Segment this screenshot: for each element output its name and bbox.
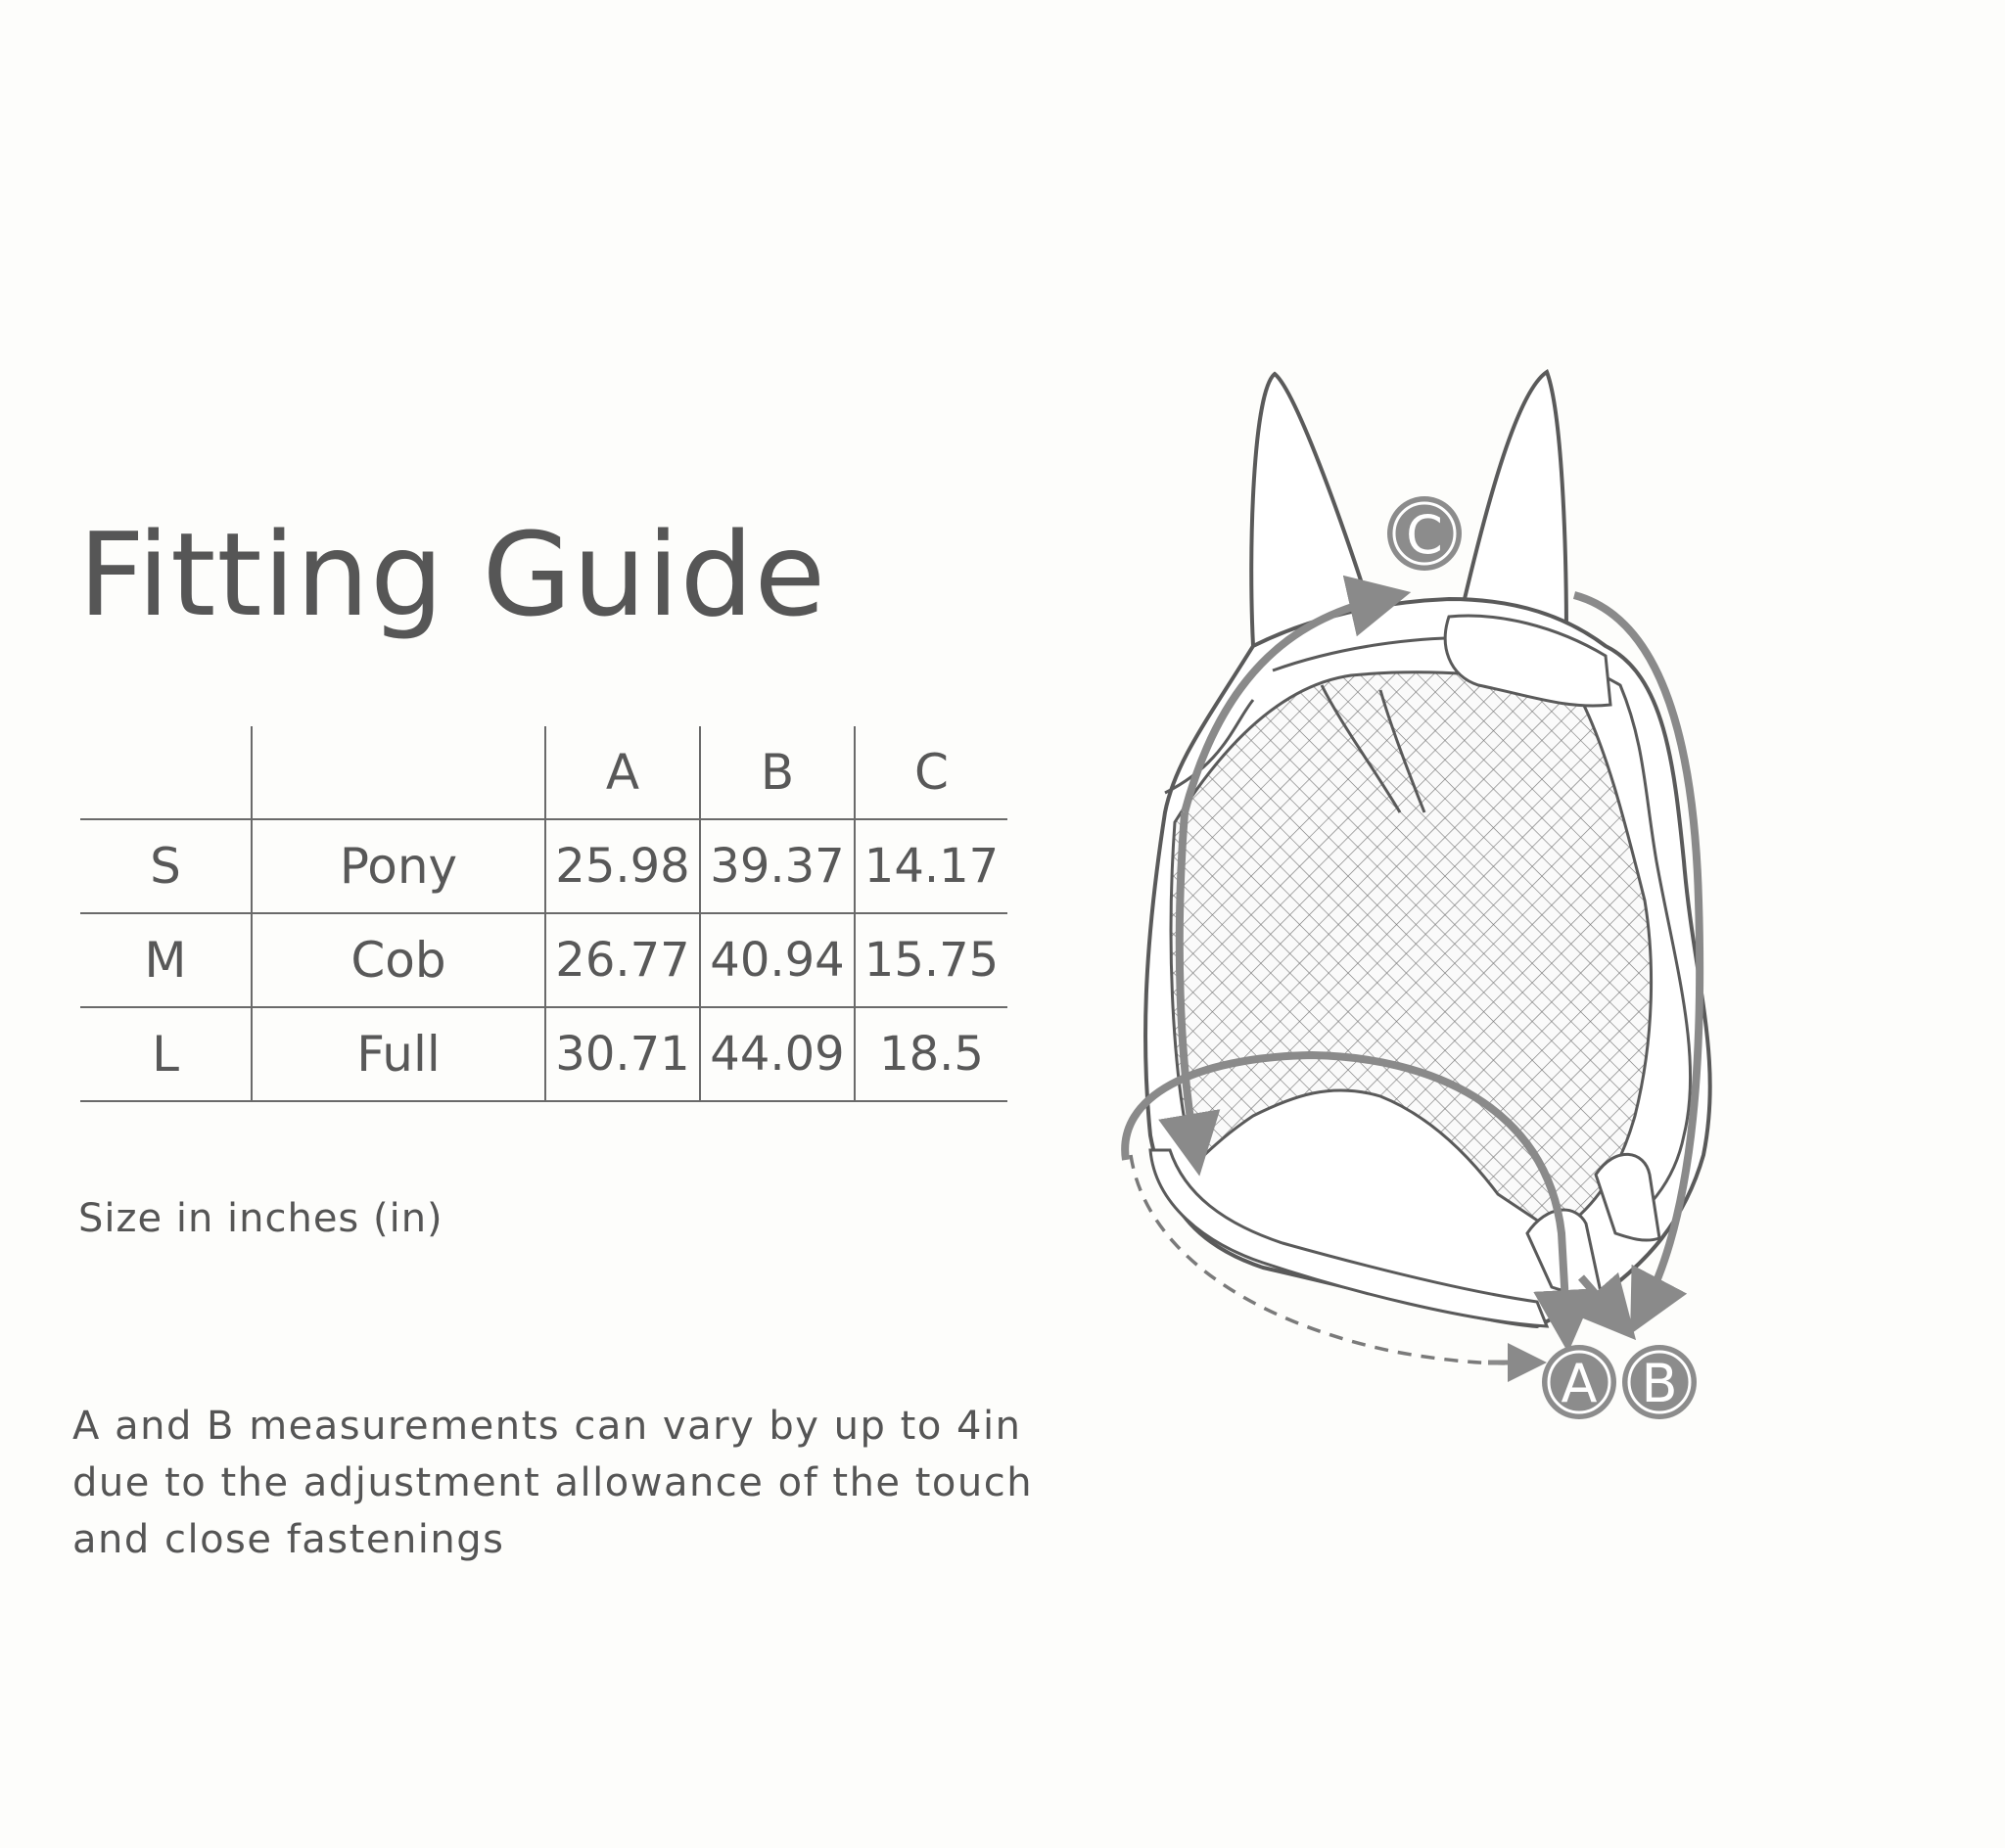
- cell-b: 44.09: [700, 1007, 855, 1101]
- badge-a: [1542, 1345, 1616, 1419]
- size-table: [80, 726, 1007, 1102]
- units-note: Size in inches (in): [78, 1196, 443, 1241]
- badge-a-label: A: [1561, 1353, 1598, 1414]
- header-size: [80, 726, 252, 819]
- header-b: B: [700, 726, 855, 819]
- right-ear-outline: [1464, 372, 1566, 636]
- adjustment-note: A and B measurements can vary by up to 4in due to the adjustment allowance of the touch and close fastenings: [72, 1404, 1034, 1562]
- badge-b: [1622, 1345, 1697, 1419]
- header-a: A: [545, 726, 700, 819]
- table-row: [80, 1007, 1007, 1101]
- cell-size: M: [80, 913, 252, 1007]
- cell-size: L: [80, 1007, 252, 1101]
- cell-c: 18.5: [855, 1007, 1007, 1101]
- cell-type: Full: [252, 1007, 545, 1101]
- cell-a: 26.77: [545, 913, 700, 1007]
- cell-size: S: [80, 819, 252, 913]
- cell-c: 14.17: [855, 819, 1007, 913]
- table-row: [80, 913, 1007, 1007]
- badge-c-label: C: [1406, 504, 1443, 566]
- badge-c: [1387, 496, 1462, 571]
- header-type: [252, 726, 545, 819]
- cell-type: Cob: [252, 913, 545, 1007]
- cell-b: 39.37: [700, 819, 855, 913]
- cell-c: 15.75: [855, 913, 1007, 1007]
- cell-a: 25.98: [545, 819, 700, 913]
- fly-mask-diagram: [1057, 352, 1801, 1429]
- header-c: C: [855, 726, 1007, 819]
- badge-b-label: B: [1641, 1353, 1678, 1414]
- cell-a: 30.71: [545, 1007, 700, 1101]
- cell-type: Pony: [252, 819, 545, 913]
- table-row: [80, 819, 1007, 913]
- page-title: Fitting Guide: [78, 507, 827, 642]
- cell-b: 40.94: [700, 913, 855, 1007]
- table-header-row: [80, 726, 1007, 819]
